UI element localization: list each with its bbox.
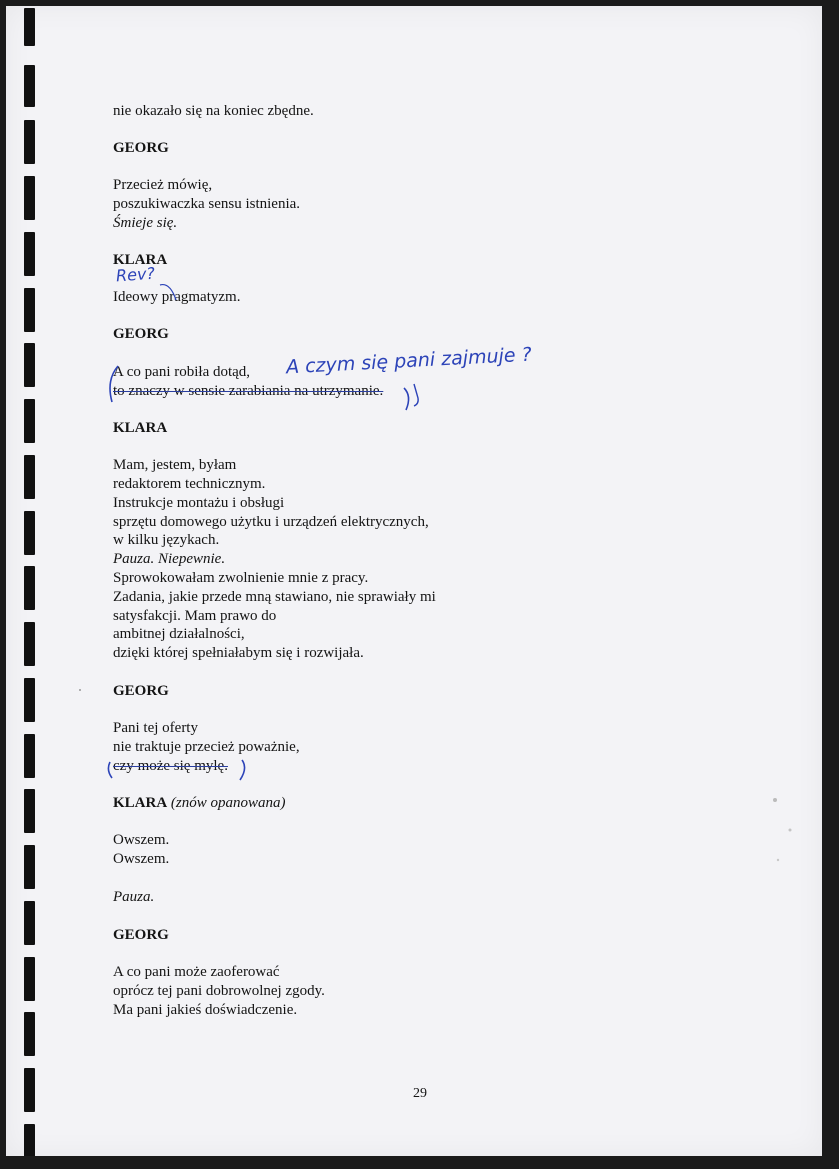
text-line: poszukiwaczka sensu istnienia. <box>113 196 301 212</box>
stage-direction: (znów opanowana) <box>167 795 286 811</box>
text-line: Owszem. <box>113 832 170 848</box>
text-line: sprzętu domowego użytku i urządzeń elektrycznych, <box>113 514 429 530</box>
speaker-name: KLARA <box>113 252 168 268</box>
text-line: A co pani robiła dotąd, <box>113 364 251 380</box>
text-line: w kilku językach. <box>113 532 220 548</box>
speaker-name: KLARA <box>113 420 168 436</box>
text-line: Instrukcje montażu i obsługi <box>113 495 285 511</box>
scan-speck <box>777 859 779 861</box>
text-line: Przecież mówię, <box>113 177 213 193</box>
scan-speck <box>79 689 81 691</box>
page-number: 29 <box>413 1086 427 1101</box>
handwritten-note: Rev? <box>115 263 156 286</box>
stage-direction: Pauza. Niepewnie. <box>113 551 226 567</box>
text-line: Ma pani jakieś doświadczenie. <box>113 1002 298 1018</box>
text-line: Mam, jestem, byłam <box>113 457 237 473</box>
pen-bracket <box>110 366 118 402</box>
pen-bracket <box>108 762 112 778</box>
text-line: Owszem. <box>113 851 170 867</box>
text-line: nie okazało się na koniec zbędne. <box>113 103 314 119</box>
scan-speck <box>789 829 792 832</box>
speaker-name: GEORG <box>113 140 169 156</box>
speaker-name: GEORG <box>113 326 169 342</box>
text-line: Zadania, jakie przede mną stawiano, nie sprawiały mi <box>113 589 436 605</box>
handwritten-note: A czym się pani zajmuje ? <box>285 343 533 379</box>
text-line: Pani tej oferty <box>113 720 198 736</box>
text-line: Ideowy pragmatyzm. <box>113 289 241 305</box>
text-line: nie traktuje przecież poważnie, <box>113 739 300 755</box>
struck-text-line: czy może się mylę. <box>113 758 228 774</box>
text-line: A co pani może zaoferować <box>113 964 280 980</box>
stage-direction: Pauza. <box>113 889 155 905</box>
text-line: redaktorem technicznym. <box>113 476 266 492</box>
pen-bracket <box>240 760 245 780</box>
speaker-name: GEORG <box>113 927 169 943</box>
pen-mark <box>414 384 418 406</box>
struck-text-line: to znaczy w sensie zarabiania na utrzymanie. <box>113 383 384 399</box>
pen-mark <box>160 285 176 300</box>
text-line: Sprowokowałam zwolnienie mnie z pracy. <box>113 570 369 586</box>
scan-speck <box>773 798 777 802</box>
text-line: oprócz tej pani dobrowolnej zgody. <box>113 983 325 999</box>
text-line: satysfakcji. Mam prawo do <box>113 608 277 624</box>
text-line: ambitnej działalności, <box>113 626 245 642</box>
pen-bracket <box>404 388 409 410</box>
speaker-name: GEORG <box>113 683 169 699</box>
speaker-name: KLARA <box>113 795 168 811</box>
stage-direction: Śmieje się. <box>113 215 178 231</box>
text-line: dzięki której spełniałabym się i rozwijała. <box>113 645 364 661</box>
